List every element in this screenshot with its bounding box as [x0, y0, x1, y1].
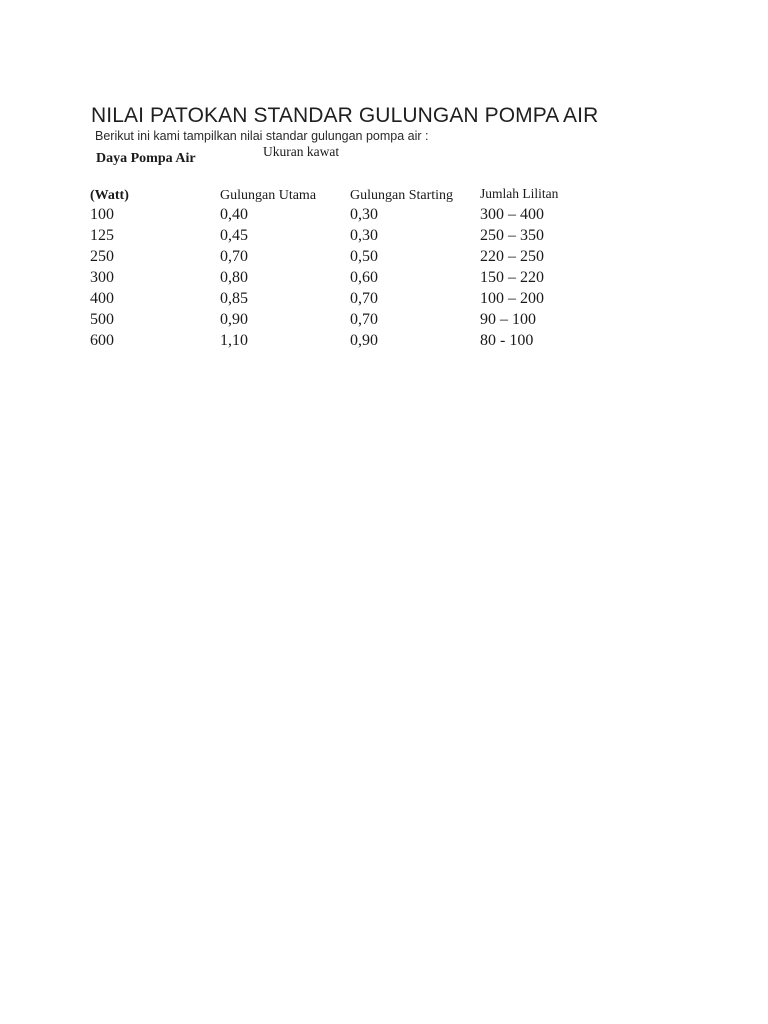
- turns-cell: 90 – 100: [480, 311, 536, 328]
- table-row: [0, 311, 768, 332]
- watt-cell: 125: [90, 227, 114, 244]
- turns-cell: 80 - 100: [480, 332, 534, 349]
- main-winding-cell: 0,85: [220, 290, 248, 307]
- starting-winding-cell: 0,70: [350, 290, 378, 307]
- wire-size-group-header: Ukuran kawat: [263, 144, 340, 159]
- main-winding-cell: 1,10: [220, 332, 248, 349]
- table-row: [0, 248, 768, 269]
- main-winding-cell: 0,45: [220, 227, 248, 244]
- starting-winding-header: Gulungan Starting: [350, 188, 454, 203]
- watt-cell: 250: [90, 248, 114, 265]
- table-row: [0, 290, 768, 311]
- table-row: [0, 269, 768, 290]
- watt-cell: 600: [90, 332, 114, 349]
- main-winding-cell: 0,40: [220, 206, 248, 223]
- starting-winding-cell: 0,60: [350, 269, 378, 286]
- intro-text: Berikut ini kami tampilkan nilai standar gulungan pompa air :: [95, 129, 429, 143]
- turns-cell: 220 – 250: [480, 248, 544, 265]
- watt-cell: 500: [90, 311, 114, 328]
- watt-unit-header: (Watt): [90, 188, 129, 203]
- table-row: [0, 332, 768, 353]
- starting-winding-cell: 0,50: [350, 248, 378, 265]
- watt-cell: 400: [90, 290, 114, 307]
- starting-winding-cell: 0,70: [350, 311, 378, 328]
- power-column-header: Daya Pompa Air: [96, 151, 196, 166]
- turns-cell: 300 – 400: [480, 206, 544, 223]
- page-title: NILAI PATOKAN STANDAR GULUNGAN POMPA AIR: [91, 104, 599, 127]
- watt-cell: 300: [90, 269, 114, 286]
- turns-count-header: Jumlah Lilitan: [480, 186, 559, 201]
- turns-cell: 150 – 220: [480, 269, 544, 286]
- table-row: [0, 206, 768, 227]
- watt-cell: 100: [90, 206, 114, 223]
- turns-cell: 250 – 350: [480, 227, 544, 244]
- starting-winding-cell: 0,30: [350, 206, 378, 223]
- starting-winding-cell: 0,90: [350, 332, 378, 349]
- main-winding-cell: 0,80: [220, 269, 248, 286]
- turns-cell: 100 – 200: [480, 290, 544, 307]
- main-winding-cell: 0,90: [220, 311, 248, 328]
- starting-winding-cell: 0,30: [350, 227, 378, 244]
- main-winding-header: Gulungan Utama: [220, 188, 317, 203]
- table-row: [0, 227, 768, 248]
- main-winding-cell: 0,70: [220, 248, 248, 265]
